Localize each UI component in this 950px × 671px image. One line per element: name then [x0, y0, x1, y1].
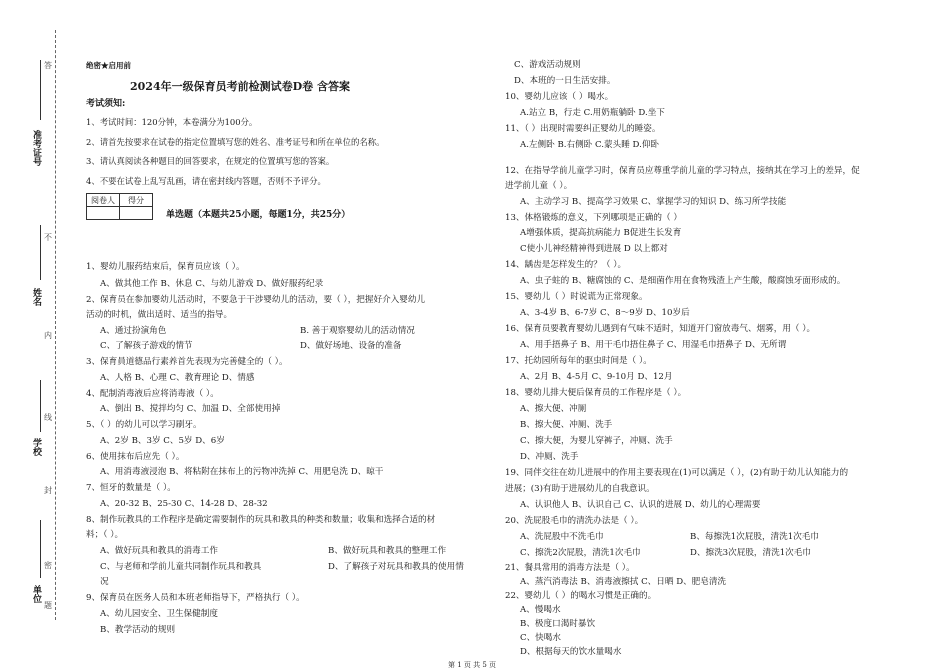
binding-margin: [0, 0, 70, 671]
answer-options: A、倒出 B、搅拌均匀 C、加温 D、全部使用掉: [100, 404, 281, 414]
seal-dashed-line: [55, 30, 56, 620]
answer-option: A、通过扮演角色: [100, 326, 167, 336]
question: 17、托幼园所每年的驱虫时间是（ ）。: [505, 356, 652, 366]
school-label: 学校: [31, 438, 41, 456]
answer-options: A、蒸汽消毒法 B、消毒液擦拭 C、日晒 D、肥皂清洗: [520, 577, 727, 587]
question: 9、保育员在医务人员和本班老师指导下，严格执行（ ）。: [86, 593, 305, 603]
seal-char: 密: [44, 561, 52, 570]
question: 10、婴幼儿应该（ ）喝水。: [505, 92, 614, 102]
answer-option: C、游戏活动规则: [514, 60, 581, 70]
question: 1、婴幼儿服药结束后，保育员应该（ ）。: [86, 262, 245, 272]
answer-option: A、慢喝水: [520, 605, 561, 615]
answer-option: 况: [100, 577, 109, 587]
question: 7、恒牙的数量是（ ）。: [86, 483, 176, 493]
note-item: 1、考试时间：120分钟，本卷满分为100分。: [86, 117, 258, 127]
answer-options: A、2岁 B、3岁 C、5岁 D、6岁: [100, 436, 225, 446]
answer-option: C、快喝水: [520, 633, 561, 643]
answer-option: A、做好玩具和教具的消毒工作: [100, 546, 218, 556]
answer-options: A、3-4岁 B、6-7岁 C、8～9岁 D、10岁后: [520, 308, 690, 318]
answer-option: D、冲厕、洗手: [520, 452, 579, 462]
answer-option: A、擦大便、冲厕: [520, 404, 587, 414]
question: 进学前儿童（ ）。: [505, 181, 573, 191]
answer-option: C、了解孩子游戏的情节: [100, 341, 193, 351]
answer-option: B、极度口渴时暴饮: [520, 619, 596, 629]
score-blank: [120, 207, 153, 220]
note-item: 2、请首先按要求在试卷的指定位置填写您的姓名、准考证号和所在单位的名称。: [86, 137, 385, 147]
answer-option: A、幼儿园安全、卫生保健制度: [100, 609, 218, 619]
answer-options: A、人格 B、心理 C、教育理论 D、情感: [100, 373, 255, 383]
question: 3、保育員道德品行素养首先表现为完善健全的（ ）。: [86, 357, 288, 367]
page-number: 第 1 页 共 5 页: [448, 661, 497, 669]
question: 22、婴幼儿（ ）的喝水习惯是正确的。: [505, 591, 657, 601]
answer-options: C使小儿神经精神得到进展 D 以上都对: [520, 244, 668, 254]
question: 18、婴幼儿排大便后保育员的工作程序是（ ）。: [505, 388, 687, 398]
answer-option: B、教学活动的规则: [100, 625, 176, 635]
seal-char: 内: [44, 331, 52, 340]
seal-char: 不: [44, 233, 52, 242]
answer-option: B. 善于观察婴幼儿的活动情况: [300, 326, 415, 336]
question: 21、餐具常用的消毒方法是（ ）。: [505, 563, 635, 573]
answer-option: A、洗屁股中不洗毛巾: [520, 532, 604, 542]
answer-option: D、根据每天的饮水量喝水: [520, 647, 622, 657]
score-table: [86, 193, 153, 220]
answer-options: A、做其他工作 B、休息 C、与幼儿游戏 D、做好服药纪录: [100, 279, 324, 289]
answer-options: A、20-32 B、25-30 C、14-28 D、28-32: [100, 499, 268, 509]
question: 16、保育员要教育婴幼儿遇到有气味不适时，知道开门窗放毒气、烟雾，用（ ）。: [505, 324, 816, 334]
question: 6、使用抹布后应先（ ）。: [86, 452, 185, 462]
answer-options: A增强体质，提高抗病能力 B促进生长发育: [520, 228, 682, 238]
exam-number-label: 准考证号: [31, 130, 41, 166]
question: 12、在指导学前儿童学习时，保育员应尊重学前儿童的学习特点，接纳其在学习上的差异，促: [505, 166, 860, 176]
note-item: 4、不要在试卷上乱写乱画，请在密封线内答题，否则不予评分。: [86, 176, 326, 186]
grader-cell: 阅卷人: [87, 194, 120, 207]
answer-options: A、认识他人 B、认识自己 C、认识的进展 D、幼儿的心理需要: [520, 500, 761, 510]
exam-number-blank: [40, 60, 42, 120]
answer-option: C、擦洗2次屁股，清洗1次毛巾: [520, 548, 641, 558]
answer-options: A、用手捂鼻子 B、用干毛巾捂住鼻子 C、用湿毛巾捂鼻子 D、无所谓: [520, 340, 787, 350]
seal-char: 封: [44, 486, 52, 495]
question: 5、（ ）的幼儿可以学习刷牙。: [86, 420, 202, 430]
question: 进展；(3)有助于进展幼儿的自我意识。: [505, 484, 655, 494]
question: 11、（ ）出现时需要纠正婴幼儿的睡姿。: [505, 124, 661, 134]
notes-heading: 考试须知:: [86, 99, 126, 109]
answer-option: C、擦大便，为婴儿穿裤子，冲厕、洗手: [520, 436, 673, 446]
note-item: 3、请认真阅读各种题目的回答要求，在规定的位置填写您的答案。: [86, 156, 335, 166]
unit-blank: [40, 520, 42, 578]
page-title: 2024年一级保育员考前检测试卷D卷 含答案: [130, 80, 350, 93]
answer-option: B、每擦洗1次屁股，清洗1次毛巾: [690, 532, 819, 542]
question: 13、体格锻炼的意义，下列哪项是正确的（ ）: [505, 213, 682, 223]
answer-option: D、擦洗3次屁股，清洗1次毛巾: [690, 548, 811, 558]
answer-options: A、虫子蛀的 B、糖腐蚀的 C、是细菌作用在食物残渣上产生酸，酸腐蚀牙面形成的。: [520, 276, 846, 286]
school-blank: [40, 380, 42, 432]
answer-option: D、做好场地、设备的准备: [300, 341, 402, 351]
answer-option: B、擦大便、冲厕、洗手: [520, 420, 613, 430]
answer-option: D、本班的一日生活安排。: [514, 76, 616, 86]
answer-option: B、做好玩具和教具的整理工作: [328, 546, 447, 556]
name-label: 姓名: [31, 288, 41, 306]
secret-tag: 绝密★启用前: [86, 61, 131, 70]
question: 4、配制消毒液后应将消毒液（ ）。: [86, 389, 219, 399]
unit-label: 单位: [31, 585, 41, 603]
score-cell: 得分: [120, 194, 153, 207]
question: 2、保育员在参加婴幼儿活动时，不要急于干涉婴幼儿的活动，要（ ），把握好介入婴幼儿: [86, 295, 426, 305]
question: 活动的时机，做出适时、适当的指导。: [86, 310, 233, 320]
question: 19、同伴交往在幼儿进展中的作用主要表现在(1)可以满足（ ），(2)有助于幼儿认知能力的: [505, 468, 849, 478]
question: 14、龋齿是怎样发生的？（ ）。: [505, 260, 627, 270]
seal-char: 线: [44, 413, 52, 422]
seal-char: 题: [44, 601, 52, 610]
grader-blank: [87, 207, 120, 220]
name-blank: [40, 225, 42, 280]
answer-options: A、2月 B、4-5月 C、9-10月 D、12月: [520, 372, 673, 382]
answer-options: A.左侧卧 B.右侧卧 C.蒙头睡 D.仰卧: [520, 140, 660, 150]
answer-option: D、了解孩子对玩具和教具的使用情: [328, 562, 464, 572]
section-heading: 单选题（本题共25小题，每题1分，共25分）: [166, 210, 351, 220]
question: 料；（ ）。: [86, 530, 124, 540]
answer-options: A.站立 B，行走 C.用奶瓶躺卧 D.坐下: [520, 108, 665, 118]
seal-char: 答: [44, 61, 52, 70]
answer-option: C、与老师和学前儿童共同制作玩具和教具: [100, 562, 262, 572]
question: 20、洗屁股毛巾的清洗办法是（ ）。: [505, 516, 644, 526]
answer-options: A、用消毒液浸泡 B、将粘附在抹布上的污物冲洗掉 C、用肥皂洗 D、晾干: [100, 467, 384, 477]
question: 8、制作玩教具的工作程序是确定需要制作的玩具和教具的种类和数量；收集和选择合适的材: [86, 515, 436, 525]
question: 15、婴幼儿（ ）时说谎为正常现象。: [505, 292, 648, 302]
answer-options: A、主动学习 B、提高学习效果 C、掌握学习的知识 D、练习所学技能: [520, 197, 787, 207]
